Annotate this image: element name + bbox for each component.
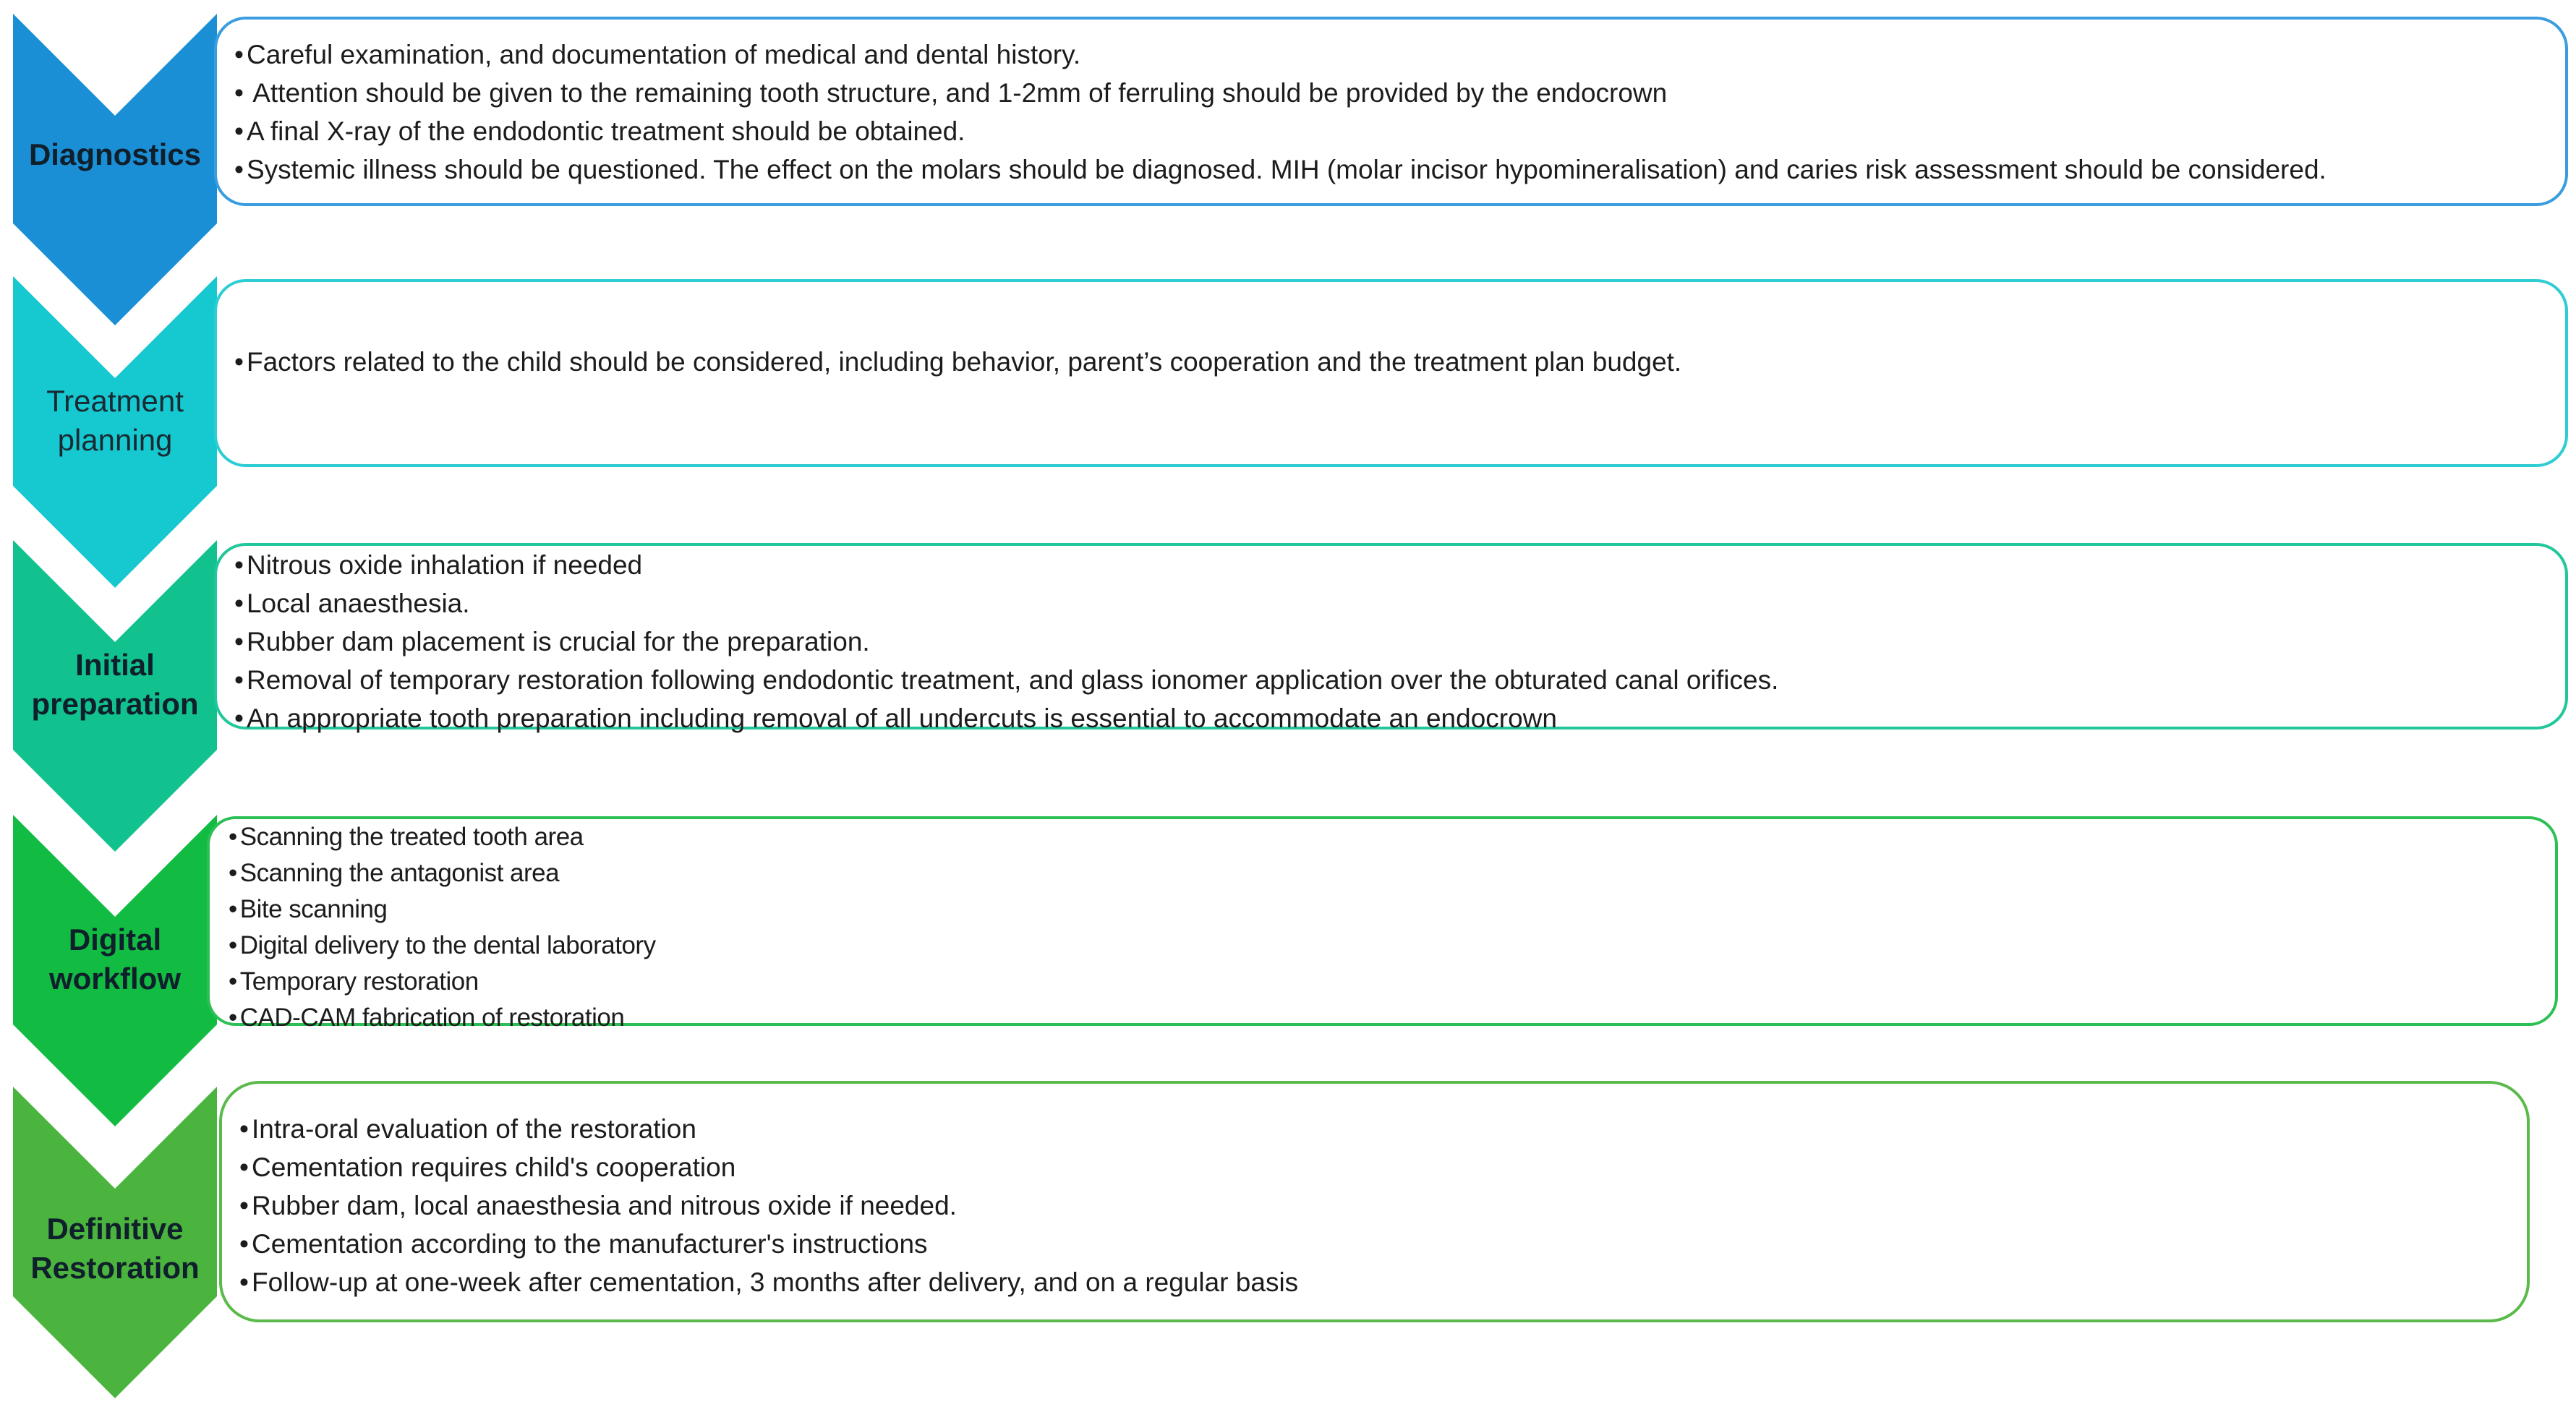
chevron-digital-workflow: [13, 815, 217, 1126]
bullet-item: • Temporary restoration: [229, 964, 2533, 1000]
chevron-definitive-restoration: [13, 1087, 217, 1398]
bullet-item: • Scanning the treated tooth area: [229, 819, 2533, 855]
chevron-initial-preparation: [13, 540, 217, 852]
step-box-diagnostics: [214, 17, 2568, 206]
bullet-item: • Careful examination, and documentation of medical and dental history.: [234, 35, 2543, 74]
step-label-diagnostics: Diagnostics: [28, 137, 202, 171]
bullet-item: • Attention should be given to the remaining tooth structure, and 1-2mm of ferruling should be provided by the endocrown: [234, 74, 2543, 112]
bullet-item: • Scanning the antagonist area: [229, 855, 2533, 891]
step-label-digital-workflow: Digital workflow: [48, 923, 181, 996]
bullet-item: • Local anaesthesia.: [234, 584, 2543, 622]
bullet-item: • An appropriate tooth preparation including removal of all undercuts is essential to accommodate an endocrown: [234, 699, 2543, 737]
step-label-initial-preparation: Initial preparation: [31, 648, 199, 721]
step-box-treatment-planning: [214, 279, 2568, 467]
bullet-item: • Systemic illness should be questioned. The effect on the molars should be diagnosed. MIH (molar incisor hypomineralisation) and caries risk assessment should be considered.: [234, 150, 2543, 189]
bullet-item: • Cementation requires child's cooperation: [239, 1148, 2505, 1186]
bullet-item: • Digital delivery to the dental laboratory: [229, 928, 2533, 964]
bullet-item: • Bite scanning: [229, 891, 2533, 928]
step-label-definitive-restoration: Definitive Restoration: [30, 1212, 200, 1285]
step-label-treatment-planning: Treatment planning: [46, 384, 184, 457]
bullet-item: • A final X-ray of the endodontic treatment should be obtained.: [234, 112, 2543, 150]
bullet-item: • Intra-oral evaluation of the restoration: [239, 1110, 2505, 1148]
bullet-item: • Nitrous oxide inhalation if needed: [234, 546, 2543, 584]
step-box-definitive-restoration: [219, 1081, 2530, 1322]
bullet-item: • Rubber dam placement is crucial for the preparation.: [234, 622, 2543, 661]
step-box-initial-preparation: [214, 543, 2568, 733]
bullet-item: • CAD-CAM fabrication of restoration: [229, 1000, 2533, 1036]
bullet-item: • Factors related to the child should be considered, including behavior, parent’s cooperation and the treatment plan budget.: [234, 343, 2543, 381]
bullet-item: • Rubber dam, local anaesthesia and nitrous oxide if needed.: [239, 1186, 2505, 1225]
bullet-item: • Removal of temporary restoration following endodontic treatment, and glass ionomer application over the obturated canal orifices.: [234, 661, 2543, 699]
bullet-item: • Follow-up at one-week after cementation, 3 months after delivery, and on a regular basis: [239, 1263, 2505, 1301]
step-box-digital-workflow: [207, 816, 2558, 1032]
bullet-item: • Cementation according to the manufacturer's instructions: [239, 1225, 2505, 1263]
